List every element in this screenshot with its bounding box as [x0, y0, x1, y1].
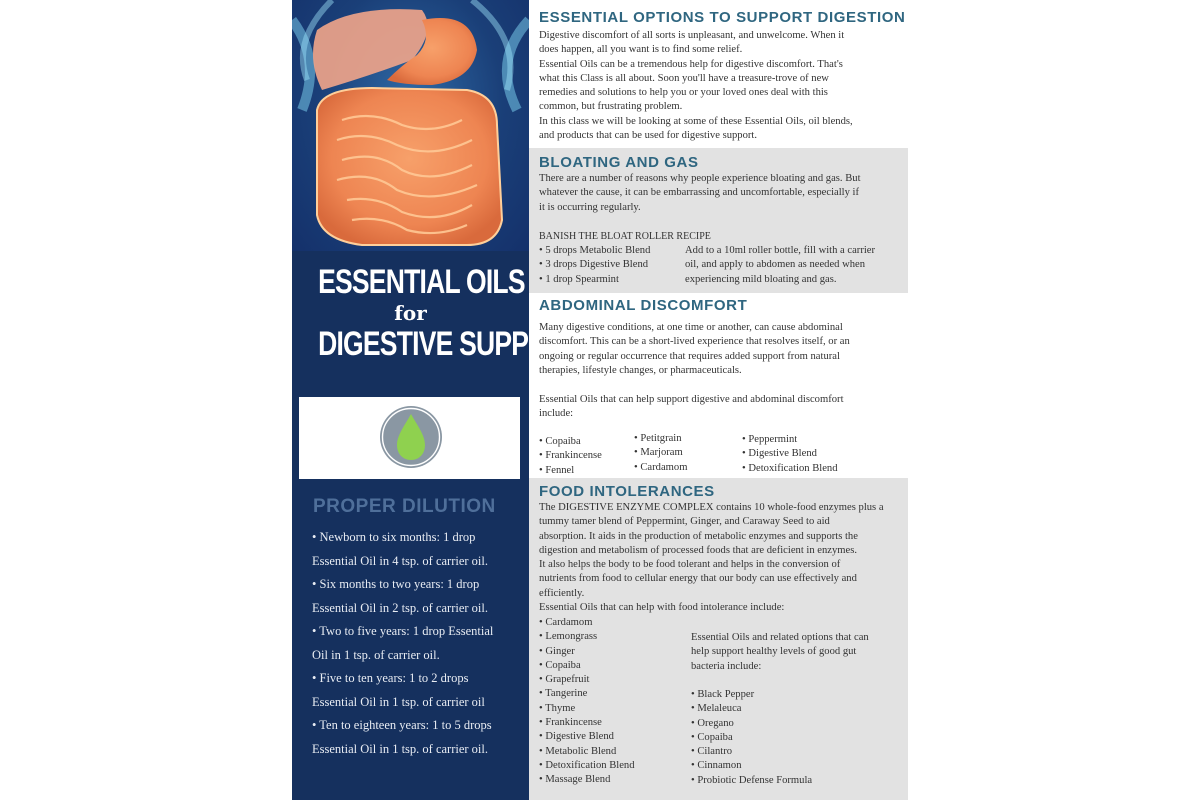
gut-bacteria-intro [691, 631, 906, 674]
oil-item: • Detoxification Blend [539, 759, 635, 773]
section-bloating [529, 148, 908, 293]
body-line: Many digestive conditions, at one time or another, can cause abdominal [539, 322, 843, 333]
icon-panel [299, 397, 520, 479]
section-digestion [529, 0, 908, 148]
oil-item: • Melaleuca [691, 702, 812, 716]
body-line: Essential Oils can be a tremendous help for digestive discomfort. That's [539, 58, 843, 70]
body-line: and products that can be used for digestive support. [539, 130, 757, 142]
dilution-line: • Two to five years: 1 drop Essential [312, 624, 494, 638]
recipe-item: • 1 drop Spearmint [539, 273, 650, 287]
title-line-for: for [394, 301, 427, 325]
intro-line: bacteria include: [691, 660, 762, 672]
dilution-line: Essential Oil in 4 tsp. of carrier oil. [312, 553, 489, 568]
body-line: digestion and metabolism of processed foods that are deficient in enzymes. [539, 544, 858, 556]
oil-item: • Cardamom [539, 616, 635, 630]
oil-drop-icon [379, 405, 443, 469]
body-line: whatever the cause, it can be embarrassing and uncomfortable, especially if [539, 187, 860, 199]
dilution-line: • Five to ten years: 1 to 2 drops [312, 671, 469, 685]
instruction-line: oil, and apply to abdomen as needed when [685, 259, 866, 271]
dilution-line: Essential Oil in 1 tsp. of carrier oil. [312, 741, 489, 756]
oil-item: • Petitgrain [634, 432, 687, 446]
dilution-line: Essential Oil in 2 tsp. of carrier oil. [312, 600, 489, 615]
document-page [292, 0, 908, 800]
digestive-organs-icon [292, 0, 529, 256]
dilution-line: Oil in 1 tsp. of carrier oil. [312, 647, 440, 662]
title-line-essential-oils: ESSENTIAL OILS [318, 263, 525, 301]
dilution-line: Essential Oil in 1 tsp. of carrier oil [312, 694, 485, 709]
oils-list-col1 [539, 435, 602, 478]
oil-item: • Tangerine [539, 687, 635, 701]
body-line: common, but frustrating problem. [539, 101, 683, 113]
oils-intro [539, 393, 904, 422]
oil-item: • Grapefruit [539, 673, 635, 687]
oil-item: • Digestive Blend [539, 730, 635, 744]
body-line: what this Class is all about. Soon you'll have a treasure-trove of new [539, 72, 829, 84]
body-line: ongoing or regular occurrence that requires added support from natural [539, 350, 840, 362]
oil-item: • Ginger [539, 645, 635, 659]
oil-item: • Copaiba [539, 659, 635, 673]
section-body [539, 29, 904, 143]
oil-item: • Copaiba [539, 435, 602, 449]
oil-item: • Metabolic Blend [539, 745, 635, 759]
food-oils-list [539, 616, 635, 788]
oil-item: • Copaiba [691, 731, 812, 745]
intro-line: Essential Oils and related options that can [691, 632, 869, 643]
recipe-item: • 3 drops Digestive Blend [539, 258, 650, 272]
instruction-line: experiencing mild bloating and gas. [685, 273, 837, 285]
section-heading: ABDOMINAL DISCOMFORT [539, 297, 748, 314]
oil-item: • Fennel [539, 464, 602, 478]
section-food-intolerances [529, 478, 908, 800]
oil-item: • Lemongrass [539, 630, 635, 644]
body-line: remedies and solutions to help you or your loved ones deal with this [539, 87, 828, 99]
section-body [539, 501, 907, 615]
oil-item: • Probiotic Defense Formula [691, 774, 812, 788]
body-line: discomfort. This can be a short-lived experience that resolves itself, or an [539, 336, 850, 348]
intro-line: help support healthy levels of good gut [691, 646, 857, 658]
oils-list-col2 [634, 432, 687, 475]
intro-line: Essential Oils that can help support digestive and abdominal discomfort [539, 394, 844, 405]
body-line: therapies, lifestyle changes, or pharmaceuticals. [539, 364, 742, 376]
oil-item: • Cilantro [691, 745, 812, 759]
body-line: does happen, all you want is to find some relief. [539, 44, 743, 56]
body-line: nutrients from food to cellular energy that our body can use effectively and [539, 573, 857, 585]
body-line: efficiently. [539, 587, 585, 599]
section-body [539, 321, 904, 378]
oil-item: • Cardamom [634, 461, 687, 475]
oil-item: • Frankincense [539, 449, 602, 463]
oils-list-col3 [742, 433, 838, 476]
section-abdominal [529, 293, 908, 478]
instruction-line: Add to a 10ml roller bottle, fill with a carrier [685, 245, 876, 256]
title-line-digestive-support: DIGESTIVE SUPPORT [318, 325, 582, 363]
body-line: it is occurring regularly. [539, 201, 641, 213]
oil-item: • Cinnamon [691, 759, 812, 773]
recipe-title: BANISH THE BLOAT ROLLER RECIPE [539, 231, 711, 242]
dilution-line: • Ten to eighteen years: 1 to 5 drops [312, 718, 492, 732]
oil-item: • Digestive Blend [742, 447, 838, 461]
oil-item: • Oregano [691, 717, 812, 731]
oil-item: • Frankincense [539, 716, 635, 730]
recipe-item: • 5 drops Metabolic Blend [539, 244, 650, 258]
proper-dilution-heading: PROPER DILUTION [313, 496, 496, 517]
body-line: In this class we will be looking at some of these Essential Oils, oil blends, [539, 115, 853, 127]
right-content [529, 0, 908, 800]
recipe-ingredients [539, 244, 650, 287]
oil-item: • Peppermint [742, 433, 838, 447]
gut-bacteria-list [691, 688, 812, 788]
digestive-system-illustration [292, 0, 529, 256]
section-heading: FOOD INTOLERANCES [539, 483, 715, 500]
dilution-line: • Newborn to six months: 1 drop [312, 530, 476, 544]
oil-item: • Marjoram [634, 446, 687, 460]
dilution-list [312, 526, 522, 761]
body-line: Digestive discomfort of all sorts is unpleasant, and unwelcome. When it [539, 30, 845, 41]
body-line: absorption. It aids in the production of metabolic enzymes and supports the [539, 530, 858, 542]
oil-item: • Massage Blend [539, 773, 635, 787]
section-heading: ESSENTIAL OPTIONS TO SUPPORT DIGESTION [539, 9, 906, 26]
section-heading: BLOATING AND GAS [539, 154, 699, 171]
body-line: tummy tamer blend of Peppermint, Ginger, and Caraway Seed to aid [539, 516, 830, 528]
recipe-instructions [685, 244, 905, 287]
section-body [539, 172, 904, 215]
body-line: It also helps the body to be food tolerant and helps in the conversion of [539, 559, 841, 571]
oil-item: • Detoxification Blend [742, 462, 838, 476]
oil-item: • Black Pepper [691, 688, 812, 702]
body-line: The DIGESTIVE ENZYME COMPLEX contains 10 whole-food enzymes plus a [539, 502, 884, 513]
body-line: There are a number of reasons why people experience bloating and gas. But [539, 173, 861, 184]
dilution-line: • Six months to two years: 1 drop [312, 577, 480, 591]
oil-item: • Thyme [539, 702, 635, 716]
intro-line: include: [539, 408, 574, 420]
list-intro: Essential Oils that can help with food intolerance include: [539, 602, 785, 614]
